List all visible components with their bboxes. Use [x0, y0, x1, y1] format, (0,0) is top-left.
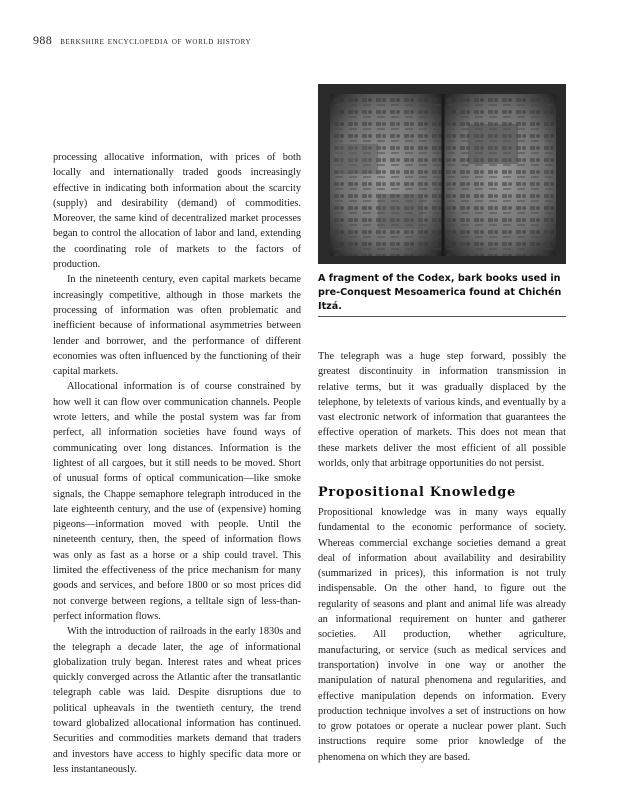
codex-photo-icon: [318, 84, 566, 264]
codex-photo: [318, 84, 566, 264]
section-heading: Propositional Knowledge: [318, 485, 517, 500]
right-column-bottom: [318, 505, 566, 765]
paragraph: With the introduction of railroads in the early 1830s and the telegraph a decade later, the age of informational globalization truly began. Interest rates and wheat prices quickly converged across the Atlantic after the transatlantic telegraph cable was laid. Despite disruptions due to political upheavals in the twentieth century, the trend toward globalized allocational information has continued. Securities and commodities markets demand that traders and investors have access to highly specific data more or less instantaneously.: [53, 626, 301, 775]
paragraph: processing allocative information, with prices of both locally and internationally traded goods increasingly effective in indicating both information about the scarcity (supply) and desirability (demand) of commodities. Moreover, the same kind of decentralized market processes began to control the allocation of labor and land, extending the coordinating role of markets to the factors of production.: [53, 152, 301, 271]
paragraph: In the nineteenth century, even capital markets became increasingly competitive, although in those markets the processing of information was often problematic and inefficient because of informational asymmetries between lender and borrower, and the performance of different economies was often influenced by the functioning of their capital markets.: [53, 274, 301, 378]
running-header: [33, 33, 251, 48]
right-column-top: [318, 349, 566, 471]
caption-divider: [318, 316, 566, 317]
paragraph: Allocational information is of course constrained by how well it can flow over communication channels. People wrote letters, and while the postal system was far from perfect, all information societies have found ways of communicating over long distances. Information is the lightest of all cargoes, but it still needs to be moved. Short of unusual forms of optical communication—like smoke signals, the Chappe semaphore telegraph introduced in the late eighteenth century, and the use of (expensive) homing pigeons—information moved with people. Until the nineteenth century, then, the speed of information flows was only as fast as a horse or a ship could travel. This limited the effectiveness of the price mechanism for many goods and services, and before 1800 or so most prices did not converge between regions, a telltale sign of less-than-perfect information flows.: [53, 381, 301, 622]
paragraph: Propositional knowledge was in many ways equally fundamental to the economic performance of society. Whereas commercial exchange societies demand a great deal of information about availability and desirability (summarized in prices), this information is not truly indispensable. On the other hand, to figure out the regularity of seasons and plant and animal life was already an informational requirement on hunter and gatherer societies. All production, whether agriculture, manufacturing, or service (such as medical services and transportation) involve in one way or another the manipulation of natural phenomena and regularities, and effective manipulation depends on information. Every production technique involves a set of instructions on how to grow potatoes or operate a nuclear power plant. Such instructions require some prior knowledge of the phenomena on which they are based.: [318, 507, 566, 763]
page-number: 988: [33, 33, 53, 47]
figure-caption: A fragment of the Codex, bark books used in pre-Conquest Mesoamerica found at Chichén Itzá.: [318, 273, 562, 312]
running-title: berkshire encyclopedia of world history: [60, 36, 252, 47]
left-column: [53, 150, 301, 777]
paragraph: The telegraph was a huge step forward, possibly the greatest discontinuity in information transmission in relative terms, but it was gradually displaced by the telephone, by teletexts of various kinds, and eventually by a vast electronic network of information that guarantees the effective operation of markets. This does not mean that these markets deliver the most efficient of all possible worlds, only that arbitrage opportunities do not persist.: [318, 351, 566, 470]
